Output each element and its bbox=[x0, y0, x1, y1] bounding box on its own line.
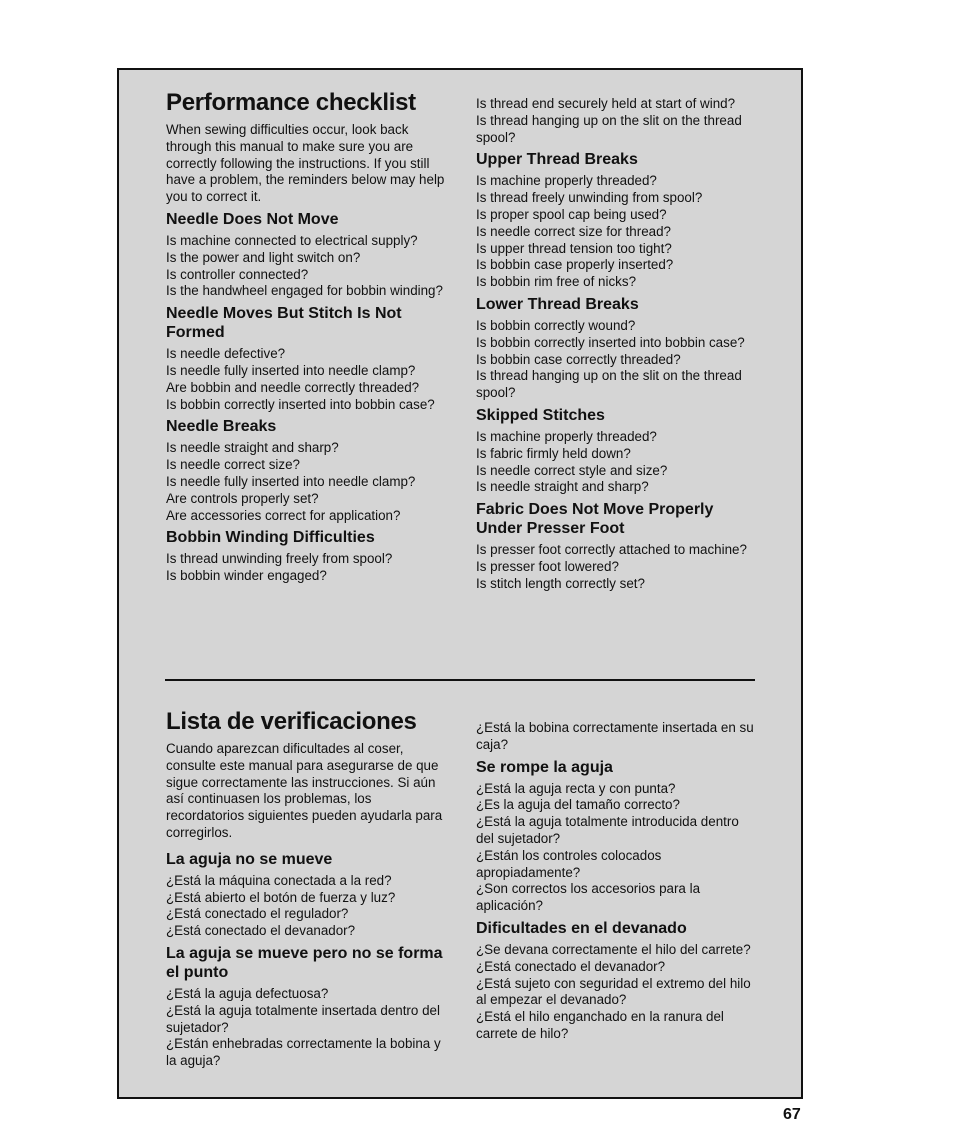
spanish-left-column bbox=[166, 707, 445, 1070]
checklist-section bbox=[166, 944, 445, 1070]
checklist-question: Is bobbin correctly inserted into bobbin case? bbox=[476, 334, 745, 350]
section-heading: La aguja no se mueve bbox=[166, 850, 333, 868]
checklist-question: Is the power and light switch on? bbox=[166, 249, 361, 265]
checklist-question: Is bobbin case correctly threaded? bbox=[476, 351, 681, 367]
checklist-question: Is the handwheel engaged for bobbin winding? bbox=[166, 283, 443, 299]
checklist-question: Is thread hanging up on the slit on the thread spool? bbox=[476, 112, 742, 145]
checklist-question: Is machine connected to electrical supply? bbox=[166, 232, 418, 248]
checklist-question: Are accessories correct for application? bbox=[166, 507, 401, 523]
checklist-question: Is thread freely unwinding from spool? bbox=[476, 190, 703, 206]
spanish-right-column bbox=[476, 720, 755, 1043]
section-heading: Needle Moves But Stitch Is Not Formed bbox=[166, 305, 402, 342]
checklist-question: Are controls properly set? bbox=[166, 490, 319, 506]
checklist-question: ¿Está sujeto con seguridad el extremo del hilo al empezar el devanado? bbox=[476, 975, 751, 1008]
checklist-question: Is bobbin correctly inserted into bobbin case? bbox=[166, 396, 435, 412]
checklist-section bbox=[476, 758, 755, 915]
checklist-question: Is presser foot lowered? bbox=[476, 558, 619, 574]
checklist-question: ¿Están los controles colocados apropiadamente? bbox=[476, 847, 662, 880]
page-number: 67 bbox=[783, 1106, 801, 1123]
english-left-column bbox=[166, 88, 445, 585]
section-heading: Bobbin Winding Difficulties bbox=[166, 529, 375, 547]
checklist-question: Is needle straight and sharp? bbox=[166, 440, 339, 456]
checklist-question: ¿Está conectado el devanador? bbox=[476, 958, 666, 974]
section-heading: Fabric Does Not Move Properly Under Presser Foot bbox=[476, 501, 714, 538]
spanish-title: Lista de verificaciones bbox=[166, 708, 417, 735]
spanish-intro: Cuando aparezcan dificultades al coser, consulte este manual para asegurarse de que sigue correctamente las instrucciones. Si aún así continuasen los problemas, los recordatorios siguientes pueden ayudarla para corregirlos. bbox=[166, 741, 443, 840]
checklist-question: Is proper spool cap being used? bbox=[476, 206, 667, 222]
checklist-question: ¿Es la aguja del tamaño correcto? bbox=[476, 797, 680, 813]
checklist-section bbox=[166, 417, 445, 524]
section-heading: La aguja se mueve pero no se forma el punto bbox=[166, 944, 443, 981]
checklist-section bbox=[476, 406, 755, 496]
checklist-question: Is bobbin winder engaged? bbox=[166, 568, 327, 584]
checklist-question: Is controller connected? bbox=[166, 266, 309, 282]
english-intro: When sewing difficulties occur, look back through this manual to make sure you are correctly following the instructions. If you still have a problem, the reminders below may help you to correct it. bbox=[166, 122, 445, 205]
checklist-question: ¿Está conectado el regulador? bbox=[166, 906, 349, 922]
checklist-question: Is needle correct size? bbox=[166, 457, 300, 473]
checklist-question: Are bobbin and needle correctly threaded? bbox=[166, 379, 420, 395]
checklist-question: ¿Está la aguja totalmente introducida dentro del sujetador? bbox=[476, 814, 739, 846]
checklist-section bbox=[476, 919, 755, 1043]
checklist-question: Is stitch length correctly set? bbox=[476, 575, 645, 591]
section-heading: Needle Does Not Move bbox=[166, 210, 339, 228]
checklist-section bbox=[476, 295, 755, 402]
checklist-question: ¿Está la aguja defectuosa? bbox=[166, 985, 329, 1001]
checklist-question: ¿Están enhebradas correctamente la bobina y la aguja? bbox=[166, 1036, 441, 1069]
checklist-question: Is needle defective? bbox=[166, 346, 286, 362]
checklist-section bbox=[166, 210, 445, 300]
section-heading: Lower Thread Breaks bbox=[476, 295, 639, 313]
english-right-column bbox=[476, 96, 755, 593]
checklist-question: ¿Está la bobina correctamente insertada en su caja? bbox=[476, 720, 754, 752]
checklist-question: Is thread unwinding freely from spool? bbox=[166, 551, 393, 567]
checklist-question: Is fabric firmly held down? bbox=[476, 445, 631, 461]
checklist-question: Is needle straight and sharp? bbox=[476, 479, 649, 495]
section-heading: Dificultades en el devanado bbox=[476, 919, 687, 937]
checklist-question: Is upper thread tension too tight? bbox=[476, 240, 672, 256]
checklist-question: Is bobbin correctly wound? bbox=[476, 317, 636, 333]
checklist-question: ¿Está abierto el botón de fuerza y luz? bbox=[166, 889, 396, 905]
checklist-section bbox=[476, 500, 755, 592]
checklist-section bbox=[166, 850, 445, 940]
checklist-question: Is bobbin rim free of nicks? bbox=[476, 274, 637, 290]
checklist-question: Is needle fully inserted into needle clamp? bbox=[166, 362, 416, 378]
checklist-question: ¿Se devana correctamente el hilo del carrete? bbox=[476, 941, 751, 957]
checklist-question: Is machine properly threaded? bbox=[476, 428, 657, 444]
section-heading: Se rompe la aguja bbox=[476, 758, 613, 776]
checklist-question: Is needle fully inserted into needle clamp? bbox=[166, 473, 416, 489]
checklist-question: Is machine properly threaded? bbox=[476, 173, 657, 189]
section-heading: Needle Breaks bbox=[166, 418, 277, 436]
checklist-question: Is thread hanging up on the slit on the thread spool? bbox=[476, 368, 742, 401]
checklist-question: ¿Son correctos los accesorios para la aplicación? bbox=[476, 881, 701, 914]
section-heading: Skipped Stitches bbox=[476, 406, 605, 424]
checklist-section bbox=[166, 304, 445, 413]
checklist-question: Is needle correct style and size? bbox=[476, 462, 668, 478]
checklist-question: Is thread end securely held at start of wind? bbox=[476, 96, 736, 111]
checklist-question: Is presser foot correctly attached to machine? bbox=[476, 542, 747, 558]
english-title: Performance checklist bbox=[166, 89, 416, 116]
checklist-question: ¿Está la aguja recta y con punta? bbox=[476, 780, 676, 796]
checklist-question: Is bobbin case properly inserted? bbox=[476, 257, 674, 273]
checklist-question: ¿Está la aguja totalmente insertada dentro del sujetador? bbox=[166, 1002, 440, 1035]
checklist-question: Is needle correct size for thread? bbox=[476, 223, 672, 239]
checklist-question: ¿Está conectado el devanador? bbox=[166, 923, 356, 939]
checklist-section bbox=[166, 528, 445, 585]
checklist-section bbox=[476, 150, 755, 291]
section-heading: Upper Thread Breaks bbox=[476, 151, 638, 169]
section-divider bbox=[165, 679, 755, 681]
checklist-question: ¿Está el hilo enganchado en la ranura del carrete de hilo? bbox=[476, 1009, 724, 1041]
checklist-question: ¿Está la máquina conectada a la red? bbox=[166, 872, 392, 888]
